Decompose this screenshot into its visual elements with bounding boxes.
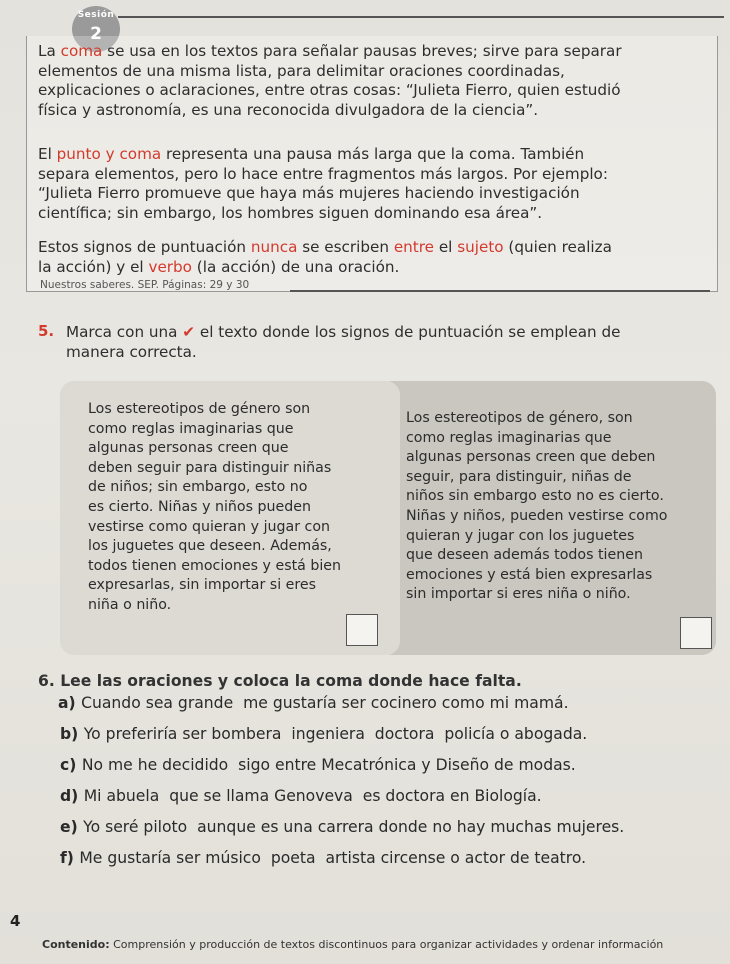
sentence-item	[60, 818, 624, 836]
option-line: es cierto. Niñas y niños pueden	[88, 498, 311, 515]
sentence-item	[60, 787, 542, 805]
option-right-checkbox[interactable]	[680, 617, 712, 649]
option-line: que deseen además todos tienen	[406, 547, 643, 564]
option-line: niños sin embargo esto no es cierto.	[406, 488, 664, 505]
option-line: deben seguir para distinguir niñas	[88, 459, 332, 476]
theory-text: La	[38, 42, 61, 60]
option-line: expresarlas, sin importar si eres	[88, 577, 317, 594]
theory-line	[38, 165, 712, 185]
option-line: como reglas imaginarias que	[88, 420, 294, 437]
theory-paragraph-sujeto-verbo	[38, 238, 712, 277]
question-6-instruction: 6. Lee las oraciones y coloca la coma donde hace falta.	[38, 672, 522, 690]
theory-text: (la acción) de una oración.	[191, 257, 400, 276]
q5-text-b: el texto donde los signos de puntuación se emplean de	[199, 323, 621, 341]
theory-text: “Julieta Fierro promueve que haya más mujeres haciendo investigación	[38, 184, 580, 202]
q5-text-c: manera correcta.	[66, 343, 197, 361]
sentence-item	[60, 756, 576, 774]
sentence-item	[60, 849, 586, 867]
highlighted-term: coma	[60, 42, 103, 60]
option-left-checkbox[interactable]	[346, 614, 378, 646]
highlighted-term: entre	[393, 238, 434, 256]
footer-content	[42, 938, 663, 951]
option-line: todos tienen emociones y está bien	[88, 557, 342, 574]
theory-line	[38, 258, 712, 278]
session-badge-label: Sesión	[77, 10, 115, 20]
theory-paragraph-punto-y-coma	[38, 145, 712, 223]
question-5-instruction	[66, 322, 716, 362]
source-rule	[290, 290, 710, 292]
option-line: algunas personas creen que	[88, 440, 289, 457]
theory-text: se escriben	[297, 238, 394, 256]
sentence-letter: c)	[60, 756, 82, 774]
sentence-text: Mi abuela que se llama Genoveva es doctora en Biología.	[83, 787, 542, 805]
sentence-text: Yo preferiría ser bombera ingeniera doctora policía o abogada.	[83, 725, 588, 743]
sentence-text: Yo seré piloto aunque es una carrera donde no hay muchas mujeres.	[83, 818, 625, 836]
sentence-text: Me gustaría ser músico poeta artista circense o actor de teatro.	[79, 849, 587, 867]
theory-line	[38, 42, 712, 62]
footer-label: Contenido:	[42, 938, 110, 951]
theory-text: científica; sin embargo, los hombres siguen dominando esa área”.	[38, 203, 543, 222]
highlighted-term: sujeto	[457, 238, 504, 256]
option-line: los juguetes que deseen. Además,	[88, 538, 332, 555]
option-line: niña o niño.	[88, 596, 172, 613]
footer-text: Comprensión y producción de textos discontinuos para organizar actividades y ordenar información	[113, 938, 664, 951]
theory-text: Estos signos de puntuación	[38, 238, 251, 256]
option-line: seguir, para distinguir, niñas de	[406, 468, 632, 485]
theory-line	[38, 62, 712, 82]
option-left-text	[88, 400, 388, 616]
highlighted-term: verbo	[148, 257, 192, 276]
sentence-letter: b)	[60, 725, 84, 743]
option-line: Los estereotipos de género, son	[406, 410, 633, 426]
option-line: sin importar si eres niña o niño.	[406, 586, 631, 603]
checkmark-icon: ✔	[182, 323, 196, 341]
option-line: como reglas imaginarias que	[406, 429, 612, 446]
option-line: emociones y está bien expresarlas	[406, 566, 653, 583]
theory-paragraph-coma	[38, 42, 712, 120]
sentence-text: Cuando sea grande me gustaría ser cocinero como mi mamá.	[81, 694, 569, 712]
theory-line	[38, 145, 712, 165]
question-5-number: 5.	[38, 322, 55, 340]
sentence-text: No me he decidido sigo entre Mecatrónica y Diseño de modas.	[81, 756, 576, 774]
sentence-letter: a)	[58, 694, 82, 712]
session-badge-number: 2	[90, 24, 102, 44]
sentence-letter: f)	[60, 849, 80, 867]
theory-text: la acción) y el	[38, 257, 149, 276]
theory-line	[38, 204, 712, 224]
theory-text: el	[434, 238, 458, 256]
theory-text: El	[38, 145, 57, 163]
theory-line	[38, 238, 712, 258]
option-line: algunas personas creen que deben	[406, 449, 656, 466]
q5-text-a: Marca con una	[66, 323, 178, 341]
theory-text: física y astronomía, es una reconocida divulgadora de la ciencia”.	[38, 100, 539, 119]
option-line: vestirse como quieran y jugar con	[88, 518, 331, 535]
sentence-letter: d)	[60, 787, 84, 805]
theory-text: elementos de una misma lista, para delimitar oraciones coordinadas,	[38, 61, 565, 80]
sentence-item	[60, 725, 587, 743]
option-line: de niños; sin embargo, esto no	[88, 479, 308, 496]
option-right-text	[406, 409, 716, 605]
header-rule	[118, 16, 724, 18]
source-citation: Nuestros saberes. SEP. Páginas: 29 y 30	[40, 279, 250, 291]
option-line: Niñas y niños, pueden vestirse como	[406, 507, 668, 524]
sentence-item	[58, 694, 569, 712]
theory-text: (quien realiza	[503, 238, 612, 256]
option-line: Los estereotipos de género son	[88, 401, 311, 417]
theory-text: separa elementos, pero lo hace entre fragmentos más largos. Por ejemplo:	[38, 164, 608, 183]
highlighted-term: nunca	[250, 238, 298, 256]
theory-text: representa una pausa más larga que la coma. También	[161, 145, 585, 163]
sentence-letter: e)	[60, 818, 84, 836]
theory-text: se usa en los textos para señalar pausas breves; sirve para separar	[102, 42, 622, 60]
theory-text: explicaciones o aclaraciones, entre otras cosas: “Julieta Fierro, quien estudió	[38, 81, 621, 99]
theory-line	[38, 101, 712, 121]
page-number: 4	[10, 912, 21, 930]
theory-line	[38, 81, 712, 101]
option-line: quieran y jugar con los juguetes	[406, 527, 635, 544]
highlighted-term: punto y coma	[56, 145, 162, 163]
theory-line	[38, 184, 712, 204]
